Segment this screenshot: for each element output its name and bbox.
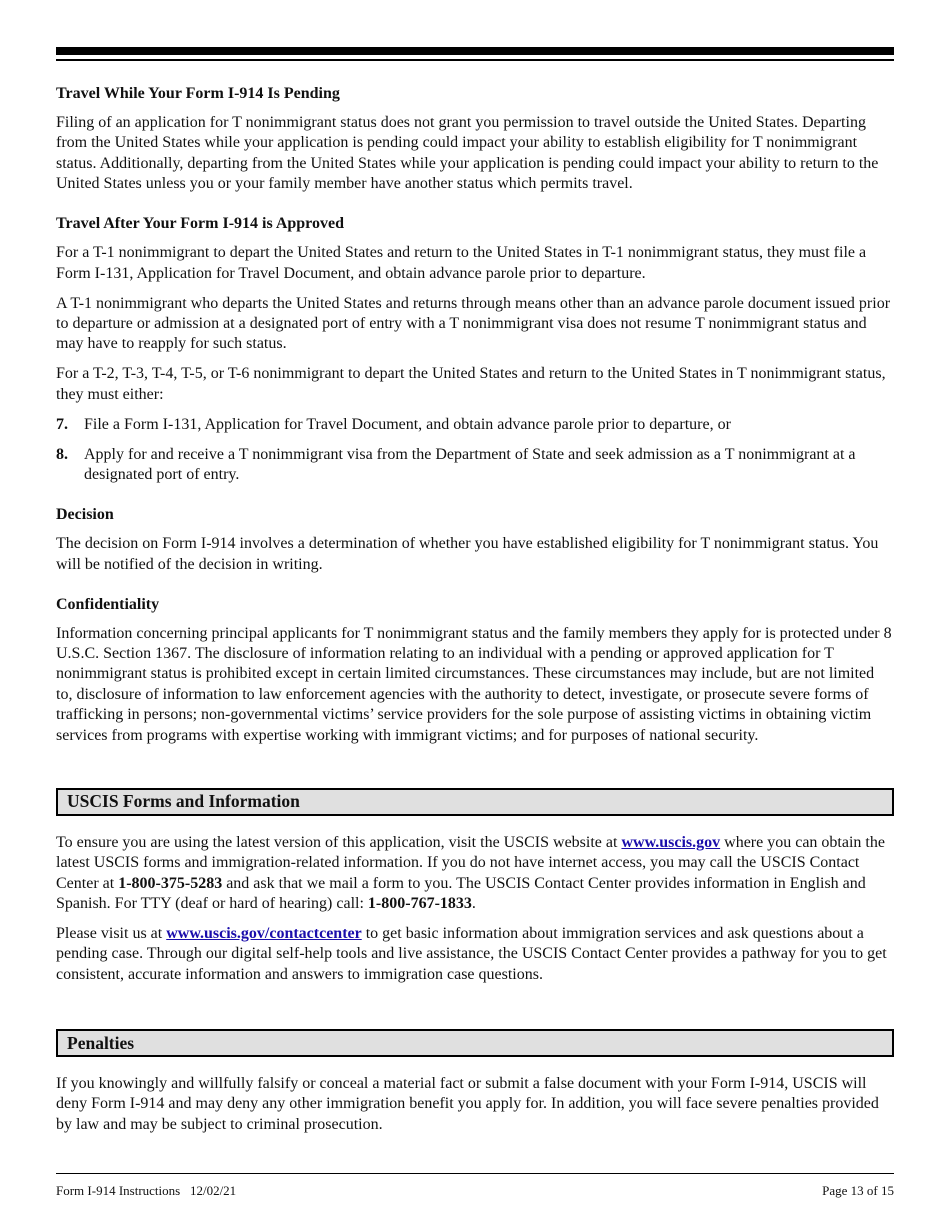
header-rule-thick	[56, 47, 894, 55]
footer-rule	[56, 1173, 894, 1174]
travel-approved-paragraph-2: A T-1 nonimmigrant who departs the United States and returns through means other than an advance parole document issued prior to departure or admission at a designated port of entry with a T nonimmigrant visa does not resume T nonimmigrant status and may have to reapply for such status.	[56, 294, 891, 353]
contact-center-phone: 1-800-375-5283	[118, 874, 223, 892]
uscis-forms-heading: USCIS Forms and Information	[67, 791, 300, 812]
confidentiality-paragraph: Information concerning principal applicants for T nonimmigrant status and the family members they apply for is protected under 8 U.S.C. Section 1367. The disclosure of information relating to an individual with a pending or approved application for T nonimmigrant status is prohibited except in certain limited circumstances. These circumstances may include, but are not limited to, disclosure of information to law enforcement agencies with the authority to detect, investigate, or prosecute severe forms of trafficking in persons; non-governmental victims’ service providers for the sole purpose of assisting victims in obtaining victim services from programs with expertise working with immigrant victims; and for purposes of national security.	[56, 624, 892, 744]
travel-pending-heading: Travel While Your Form I-914 Is Pending	[56, 85, 340, 102]
uscis-forms-paragraph-1: To ensure you are using the latest version of this application, visit the USCIS website at www.uscis.gov where you can obtain the latest USCIS forms and immigration-related information. If you do not have internet access, you may call the USCIS Contact Center at 1-800-375-5283 and ask that we mail a form to you. The USCIS Contact Center provides information in English and Spanish. For TTY (deaf or hard of hearing) call: 1-800-767-1833.	[56, 833, 885, 912]
decision-heading: Decision	[56, 506, 114, 524]
page-content	[56, 84, 894, 1145]
uscis-forms-section-header	[56, 788, 894, 816]
footer-form-info: Form I-914 Instructions 12/02/21	[56, 1183, 237, 1198]
contact-center-link[interactable]: www.uscis.gov/contactcenter	[166, 924, 362, 942]
confidentiality-heading: Confidentiality	[56, 595, 160, 613]
decision-paragraph: The decision on Form I-914 involves a determination of whether you have established eligibility for T nonimmigrant status. You will be notified of the decision in writing.	[56, 535, 879, 573]
list-item	[56, 445, 894, 486]
list-item-text: File a Form I-131, Application for Travel Document, and obtain advance parole prior to departure, or	[84, 415, 731, 433]
list-item-text: Apply for and receive a T nonimmigrant visa from the Department of State and seek admission as a T nonimmigrant at a designated port of entry.	[84, 445, 856, 484]
page-footer	[56, 1183, 894, 1199]
travel-approved-paragraph-3: For a T-2, T-3, T-4, T-5, or T-6 nonimmigrant to depart the United States and return to the United States in T nonimmigrant status, they must either:	[56, 365, 886, 403]
list-item-number: 8.	[56, 445, 68, 463]
header-rule-thin	[56, 59, 894, 61]
penalties-section-header	[56, 1029, 894, 1057]
penalties-heading: Penalties	[67, 1032, 135, 1053]
travel-pending-paragraph: Filing of an application for T nonimmigrant status does not grant you permission to travel outside the United States. Departing from the United States while your application is pending could impact your ability to establish eligibility for T nonimmigrant status. Additionally, departing from the United States while your application is pending could impact your ability to return to the United States unless you or your family member have another status which permits travel.	[56, 114, 879, 193]
uscis-website-link[interactable]: www.uscis.gov	[621, 833, 721, 851]
tty-phone: 1-800-767-1833	[367, 894, 472, 912]
uscis-forms-paragraph-2: Please visit us at www.uscis.gov/contactcenter to get basic information about immigration services and ask questions about a pending case. Through our digital self-help tools and live assistance, the USCIS Contact Center provides a pathway for you to get consistent, accurate information and answers to immigration case questions.	[56, 924, 887, 983]
list-item	[56, 415, 894, 435]
travel-approved-paragraph-1: For a T-1 nonimmigrant to depart the United States and return to the United States in T-1 nonimmigrant status, they must file a Form I-131, Application for Travel Document, and obtain advance parole prior to departure.	[56, 244, 867, 282]
penalties-paragraph: If you knowingly and willfully falsify or conceal a material fact or submit a false document with your Form I-914, USCIS will deny Form I-914 and may deny any other immigration benefit you apply for. In addition, you will face severe penalties provided by law and may be subject to criminal prosecution.	[56, 1074, 879, 1133]
footer-page-number: Page 13 of 15	[822, 1183, 894, 1198]
travel-approved-heading: Travel After Your Form I-914 is Approved	[56, 215, 344, 233]
list-item-number: 7.	[56, 415, 68, 433]
